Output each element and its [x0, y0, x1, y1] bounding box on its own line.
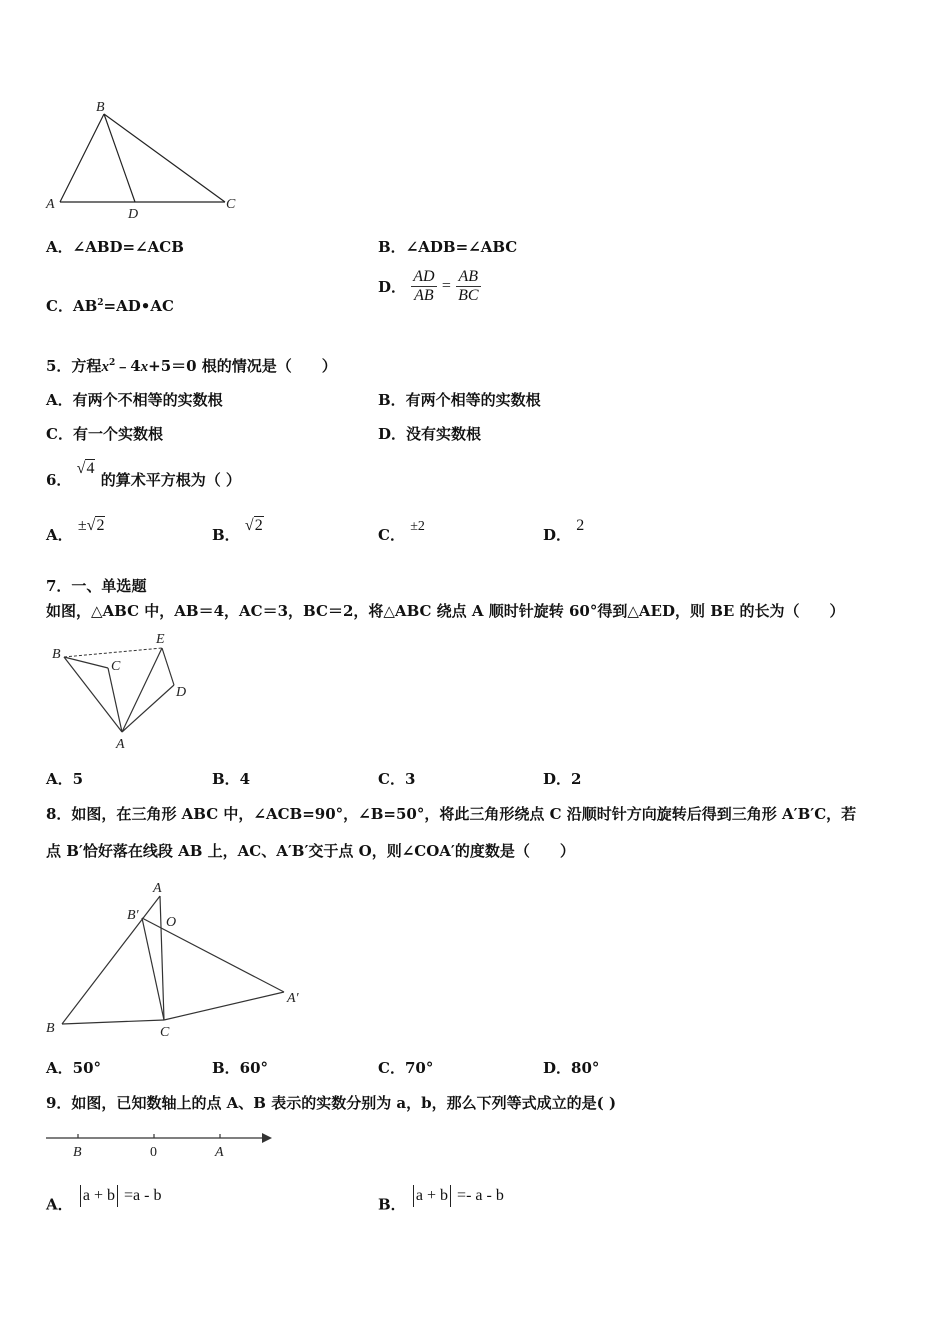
q6-stem-post: 的算术平方根为（ ） — [100, 471, 241, 489]
q5-stem-var: x — [101, 359, 109, 375]
q5-stem-var2: x — [140, 359, 149, 375]
q7-label-e: E — [156, 632, 165, 647]
q4-option-d-eq: = — [441, 277, 451, 295]
q8-label-a: A — [153, 881, 162, 896]
q7-option-d[interactable]: D．2 — [543, 770, 582, 788]
q4-option-a[interactable] — [46, 236, 184, 257]
q9-number-line — [42, 1125, 282, 1165]
q9-option-b[interactable] — [378, 1185, 504, 1215]
q6-option-a-rad: 2 — [96, 517, 105, 534]
q5-stem-sup: 2 — [108, 358, 116, 368]
q6-option-a[interactable] — [46, 516, 105, 545]
q8-stem-line1: 8．如图，在三角形 ABC 中，∠ACB=90°，∠B=50°，将此三角形绕点 C 沿顺时针方向旋转后得到三角形 A′B′C，若 — [46, 805, 857, 823]
q8-option-d[interactable]: D．80° — [543, 1059, 600, 1077]
q6-option-b-prefix: B． — [212, 526, 240, 544]
q4-label-a: A — [46, 197, 55, 212]
q5-option-b[interactable]: B．有两个相等的实数根 — [378, 391, 541, 409]
q9-axis-label-zero: 0 — [150, 1145, 157, 1160]
q8-label-b-prime: B′ — [127, 908, 139, 923]
q6-option-d-prefix: D． — [543, 526, 572, 544]
q9-option-a-expression — [78, 1187, 162, 1204]
q8-label-b: B — [46, 1021, 55, 1036]
q9-option-b-expression — [411, 1187, 504, 1204]
q9-option-a-prefix: A． — [46, 1195, 73, 1214]
q7-option-c[interactable]: C．3 — [378, 770, 416, 788]
q9-option-a-inner: a + b — [82, 1186, 115, 1204]
q4-option-c[interactable] — [46, 295, 174, 316]
q9-option-a[interactable] — [46, 1185, 161, 1215]
q5-option-d[interactable]: D．没有实数根 — [378, 425, 482, 443]
q7-option-b[interactable]: B．4 — [212, 770, 251, 788]
q6-option-b[interactable] — [212, 516, 264, 545]
q6-option-a-value: ±√2 — [77, 517, 105, 534]
q4-option-d-fraction-1 — [411, 268, 436, 305]
q5-stem-mid: ﹣4 — [115, 357, 141, 375]
q4-option-d-num1: AD — [413, 268, 435, 285]
q6-option-c-value: ±2 — [410, 519, 425, 534]
q7-option-a[interactable]: A．5 — [46, 770, 84, 788]
q4-option-c-text-pre: AB — [72, 297, 98, 315]
q6-option-d[interactable] — [543, 516, 584, 545]
q4-option-d-den1: AB — [414, 287, 434, 304]
q8-option-c[interactable]: C．70° — [378, 1059, 434, 1077]
q9-stem: 9．如图，已知数轴上的点 A、B 表示的实数分别为 a，b，那么下列等式成立的是( ) — [46, 1094, 617, 1112]
q4-option-c-sup: 2 — [97, 298, 104, 308]
q6-option-b-value: √2 — [244, 517, 263, 534]
q8-stem-line2: 点 B′恰好落在线段 AB 上，AC、A′B′交于点 O，则∠COA′的度数是（ ） — [46, 842, 575, 860]
q4-option-a-text: ∠ABD=∠ACB — [72, 238, 184, 256]
q4-option-c-prefix: C． — [46, 297, 73, 315]
q4-option-c-text-post: =AD•AC — [103, 297, 174, 315]
q9-option-b-inner: a + b — [415, 1186, 449, 1204]
q6-sqrt-4: √4 — [76, 460, 95, 477]
q9-axis-label-a: A — [215, 1145, 224, 1160]
q4-option-b[interactable] — [378, 236, 517, 257]
q8-rotation-figure — [42, 876, 312, 1046]
q6-option-c-prefix: C． — [378, 526, 405, 544]
q7-rotation-figure — [44, 630, 194, 755]
q9-axis-label-b: B — [73, 1145, 82, 1160]
q4-option-d-den2: BC — [458, 287, 479, 304]
q4-option-b-prefix: B． — [378, 238, 406, 256]
q4-label-c: C — [226, 197, 236, 212]
q8-label-a-prime: A′ — [287, 991, 299, 1006]
q7-stem: 如图，△ABC 中，AB＝4，AC＝3，BC＝2，将△ABC 绕点 A 顺时针旋转 60°得到△AED，则 BE 的长为（ ） — [46, 602, 845, 620]
q9-option-b-rhs: =- a - b — [457, 1186, 504, 1204]
q6-option-c[interactable] — [378, 516, 425, 545]
q4-option-d-num2: AB — [456, 268, 480, 287]
q9-option-a-rhs: =a - b — [124, 1186, 162, 1204]
q6-stem — [46, 460, 241, 490]
q4-label-d: D — [128, 207, 139, 222]
q4-option-d-fraction-2 — [456, 268, 480, 305]
q7-label-d: D — [176, 685, 187, 700]
q6-option-d-value: 2 — [576, 517, 585, 534]
q6-option-a-prefix: A． — [46, 526, 73, 544]
q6-option-a-pm: ± — [77, 517, 87, 534]
q7-label-a: A — [116, 737, 125, 752]
q5-stem-pre: 5．方程 — [46, 357, 102, 375]
q4-label-b: B — [96, 100, 105, 115]
q6-stem-pre: 6． — [46, 471, 72, 489]
q7-label-b: B — [52, 647, 61, 662]
q7-heading: 7．一、单选题 — [46, 577, 147, 595]
q4-triangle-figure — [40, 98, 250, 223]
q4-option-d[interactable] — [378, 268, 481, 305]
q6-option-b-rad: 2 — [254, 517, 263, 534]
q8-label-c: C — [160, 1025, 170, 1040]
q8-label-o: O — [166, 915, 177, 930]
q5-stem-post: +5＝0 根的情况是（ ） — [148, 357, 337, 375]
q8-option-a[interactable]: A．50° — [46, 1059, 102, 1077]
q5-option-c[interactable]: C．有一个实数根 — [46, 425, 163, 443]
q7-label-c: C — [111, 659, 121, 674]
q8-option-b[interactable]: B．60° — [212, 1059, 269, 1077]
q4-option-d-prefix: D． — [378, 278, 407, 296]
q9-option-b-prefix: B． — [378, 1195, 406, 1214]
q5-stem — [46, 355, 337, 376]
q5-option-a[interactable]: A．有两个不相等的实数根 — [46, 391, 223, 409]
q4-option-b-text: ∠ADB=∠ABC — [405, 238, 518, 256]
q4-option-a-prefix: A． — [46, 238, 73, 256]
q6-radicand: 4 — [86, 460, 95, 477]
